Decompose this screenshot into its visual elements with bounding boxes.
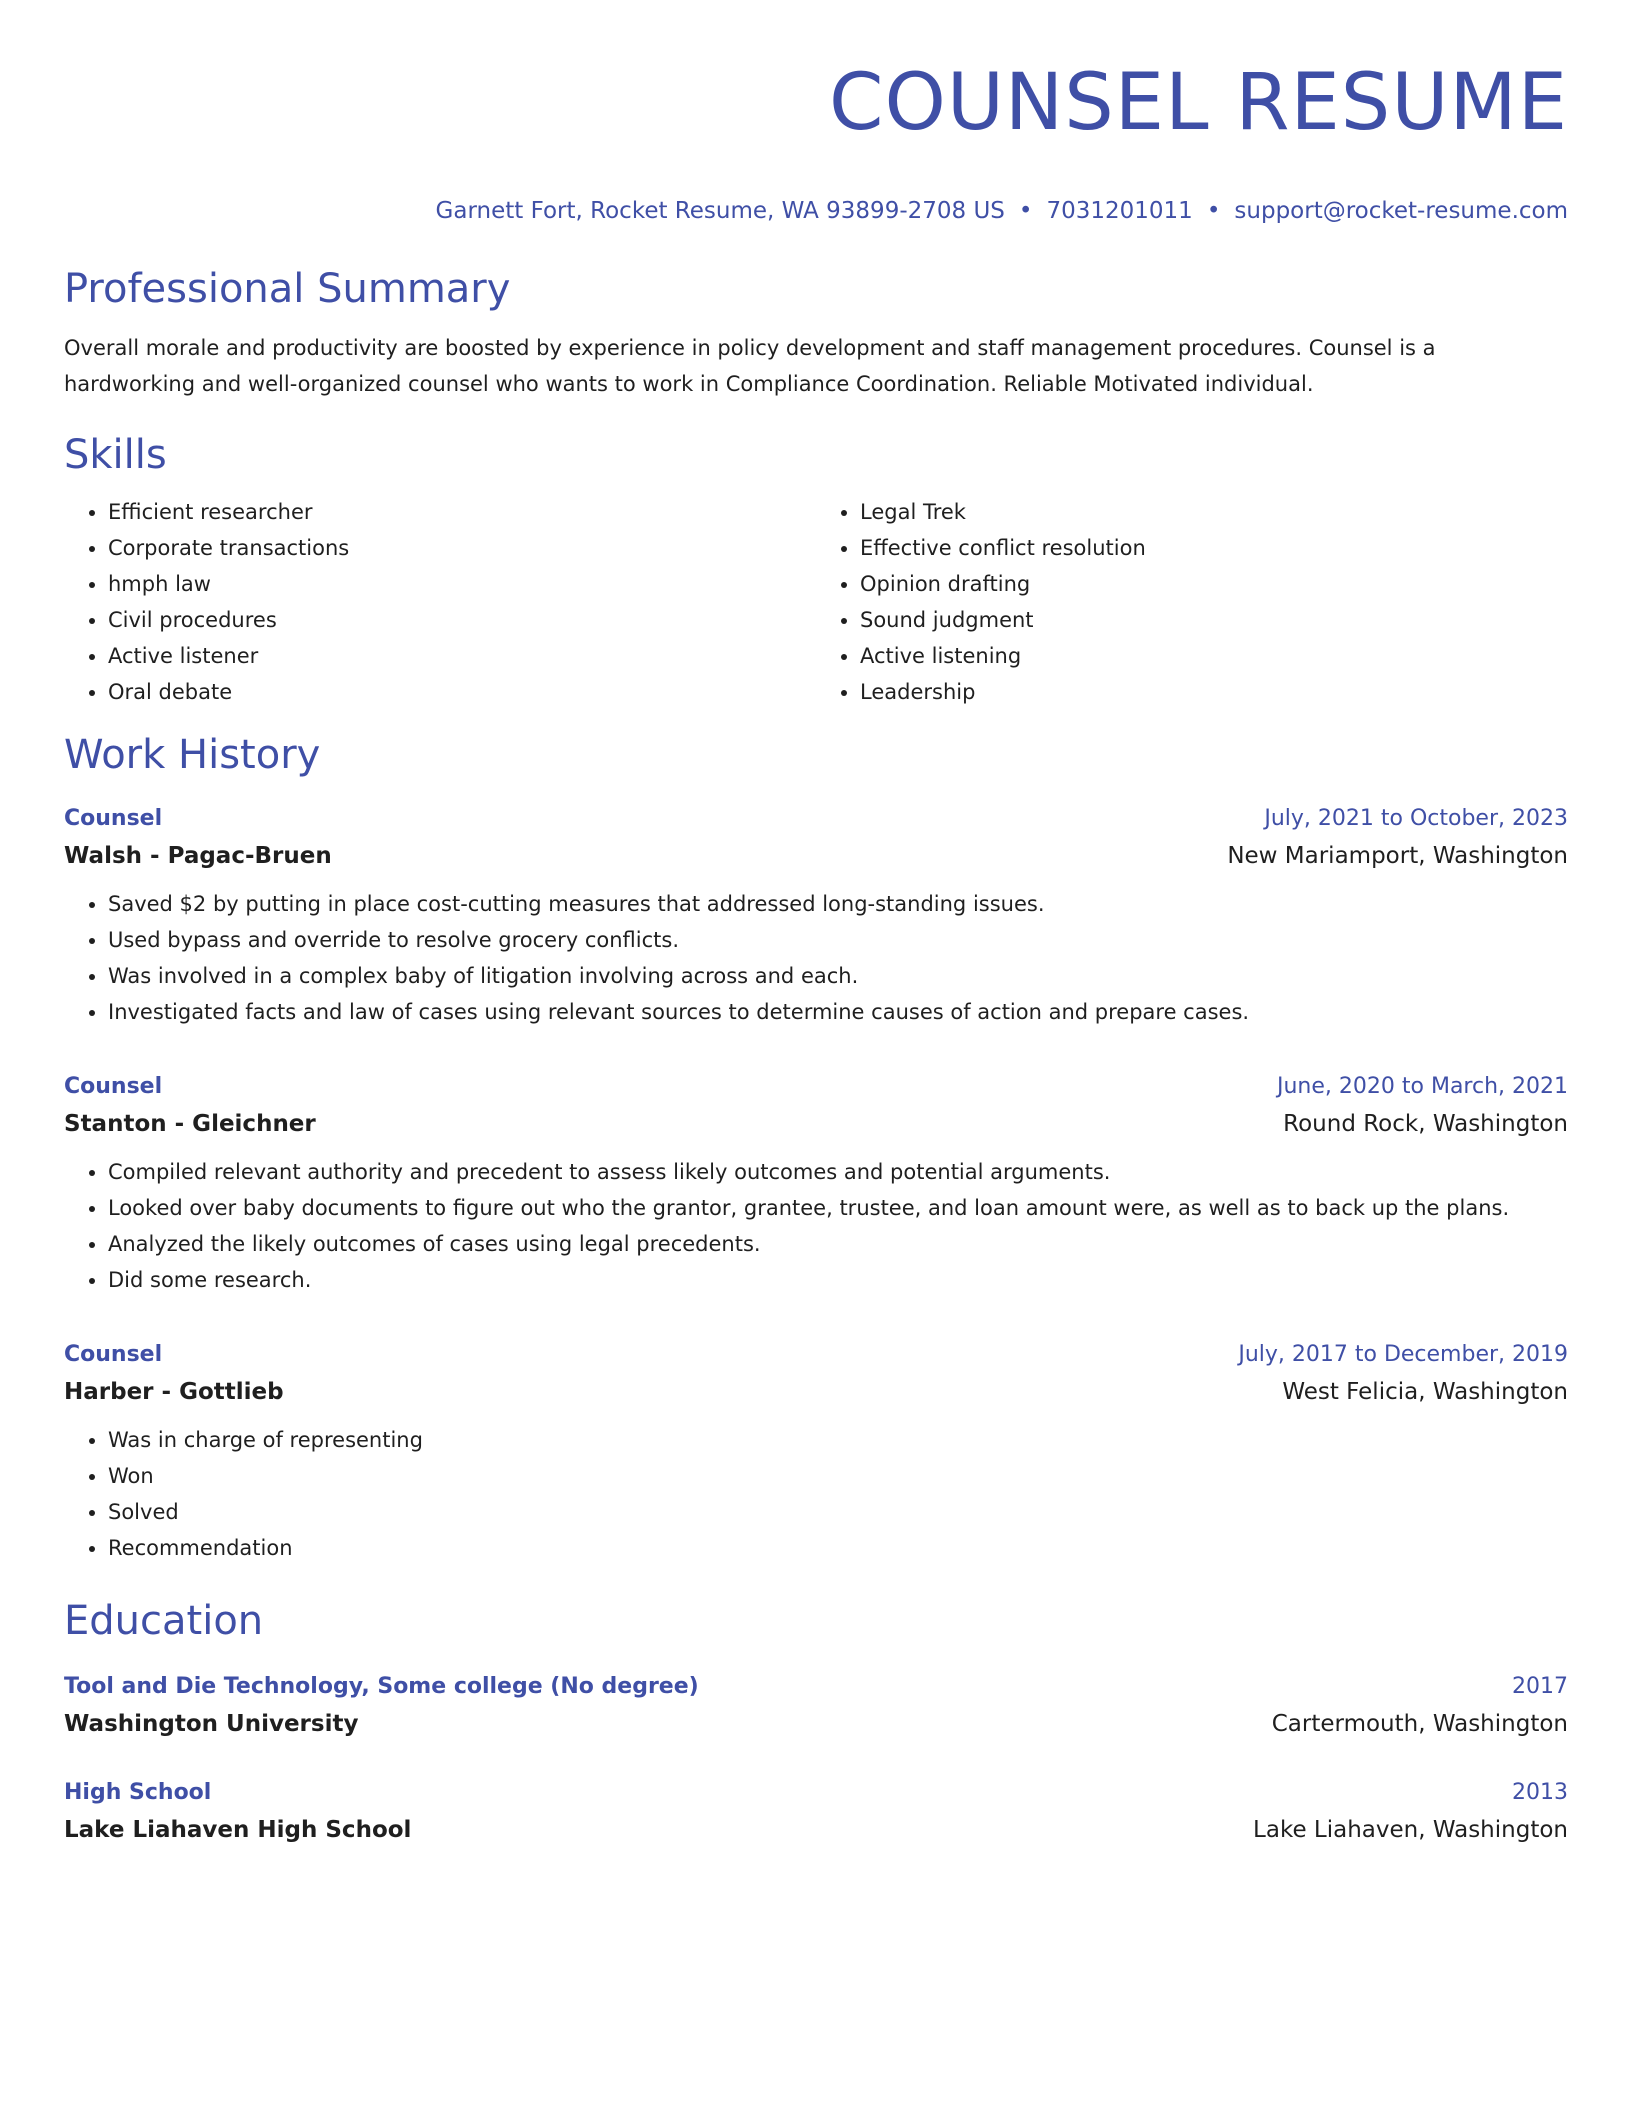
contact-separator: • (1206, 198, 1221, 224)
skill-item: • Civil procedures (108, 602, 816, 638)
skills-column-left (64, 494, 816, 710)
job-bullet: • Recommendation (108, 1530, 1568, 1566)
job-company: Harber - Gottlieb (64, 1379, 284, 1405)
education-school: Lake Liahaven High School (64, 1817, 412, 1843)
skill-item: • Effective conflict resolution (860, 530, 1568, 566)
job-entry (64, 802, 1568, 1030)
skill-item: • Opinion drafting (860, 566, 1568, 602)
job-bullet: • Looked over baby documents to figure out who the grantor, grantee, trustee, and loan amount were, as well as to back up the plans. (108, 1190, 1568, 1226)
job-bullet: • Did some research. (108, 1262, 1568, 1298)
skills-list (64, 494, 1568, 710)
skills-column-right (816, 494, 1568, 710)
job-location: Round Rock, Washington (1283, 1111, 1568, 1137)
education-heading: Education (64, 1598, 264, 1644)
job-bullet: • Won (108, 1458, 1568, 1494)
job-title: Counsel (64, 806, 163, 831)
contact-address: Garnett Fort, Rocket Resume, WA 93899-2708 US (435, 198, 1005, 224)
education-degree: High School (64, 1780, 212, 1805)
job-entry (64, 1338, 1568, 1566)
job-title: Counsel (64, 1074, 163, 1099)
education-location: Cartermouth, Washington (1271, 1711, 1568, 1737)
skill-item: • Efficient researcher (108, 494, 816, 530)
education-degree: Tool and Die Technology, Some college (No degree) (64, 1674, 699, 1699)
job-company: Stanton - Gleichner (64, 1111, 316, 1137)
skills-heading: Skills (64, 432, 167, 478)
job-dates: July, 2017 to December, 2019 (1238, 1342, 1568, 1367)
job-dates: June, 2020 to March, 2021 (1277, 1074, 1568, 1099)
education-school: Washington University (64, 1711, 359, 1737)
job-bullets (64, 1422, 1568, 1566)
skill-item: • Legal Trek (860, 494, 1568, 530)
job-bullet: • Investigated facts and law of cases using relevant sources to determine causes of action and prepare cases. (108, 994, 1568, 1030)
job-bullet: • Analyzed the likely outcomes of cases using legal precedents. (108, 1226, 1568, 1262)
job-bullets (64, 886, 1568, 1030)
education-entry (64, 1670, 1568, 1744)
job-dates: July, 2021 to October, 2023 (1264, 806, 1568, 831)
education-entry (64, 1776, 1568, 1850)
education-year: 2017 (1512, 1674, 1568, 1699)
job-bullets (64, 1154, 1568, 1298)
education-location: Lake Liahaven, Washington (1253, 1817, 1568, 1843)
resume-title: COUNSEL RESUME (828, 58, 1568, 148)
job-bullet: • Was involved in a complex baby of litigation involving across and each. (108, 958, 1568, 994)
skill-item: • Active listener (108, 638, 816, 674)
contact-email: support@rocket-resume.com (1234, 198, 1568, 224)
job-location: West Felicia, Washington (1282, 1379, 1568, 1405)
summary-text: Overall morale and productivity are boosted by experience in policy development and staff management procedures. Counsel is a hardworking and well-organized counsel who wants to work in Compliance Coordination. Reliable Motivated individual. (64, 336, 1436, 396)
contact-info (64, 196, 1568, 226)
skill-item: • Active listening (860, 638, 1568, 674)
job-title: Counsel (64, 1342, 163, 1367)
job-bullet: • Used bypass and override to resolve grocery conflicts. (108, 922, 1568, 958)
skill-item: • Corporate transactions (108, 530, 816, 566)
job-company: Walsh - Pagac-Bruen (64, 843, 332, 869)
job-entry (64, 1070, 1568, 1298)
skill-item: • Sound judgment (860, 602, 1568, 638)
job-location: New Mariamport, Washington (1227, 843, 1568, 869)
job-bullet: • Compiled relevant authority and precedent to assess likely outcomes and potential arguments. (108, 1154, 1568, 1190)
job-bullet: • Was in charge of representing (108, 1422, 1568, 1458)
skill-item: • hmph law (108, 566, 816, 602)
work-history-heading: Work History (64, 732, 321, 778)
job-bullet: • Saved $2 by putting in place cost-cutting measures that addressed long-standing issues. (108, 886, 1568, 922)
skill-item: • Oral debate (108, 674, 816, 710)
contact-separator: • (1018, 198, 1033, 224)
contact-phone: 7031201011 (1046, 198, 1193, 224)
summary-heading: Professional Summary (64, 266, 511, 312)
job-bullet: • Solved (108, 1494, 1568, 1530)
education-year: 2013 (1512, 1780, 1568, 1805)
skill-item: • Leadership (860, 674, 1568, 710)
